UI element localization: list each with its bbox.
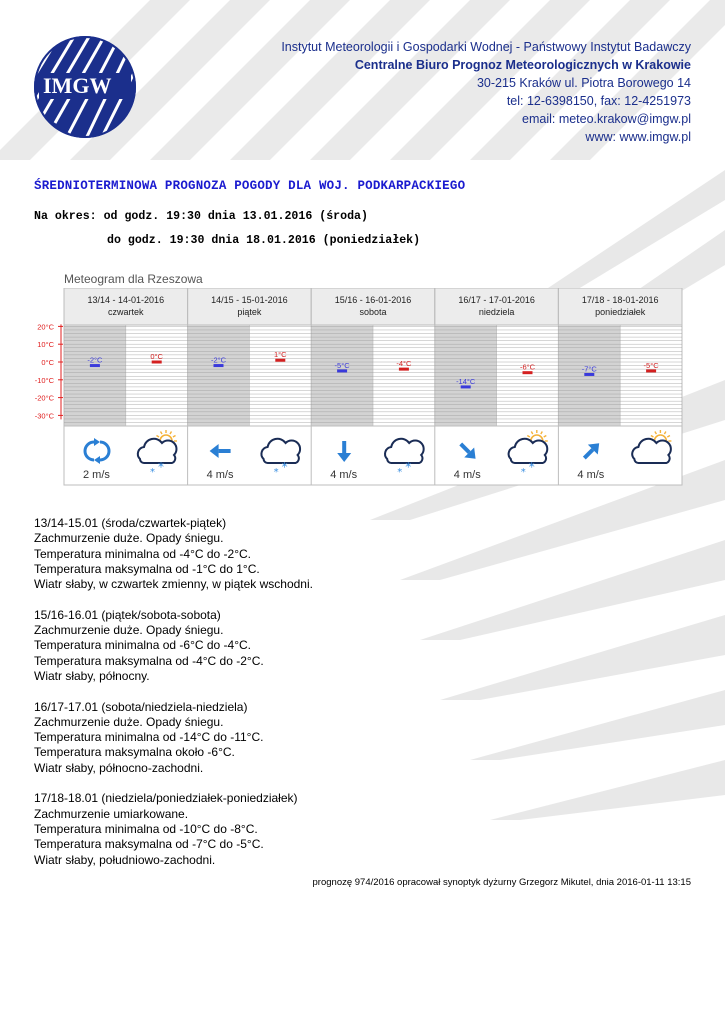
forecast-block [34, 516, 313, 592]
svg-text:*: * [158, 460, 164, 474]
day-dates: 15/16 - 16-01-2016 [334, 295, 412, 305]
svg-text:*: * [528, 460, 535, 474]
svg-text:*: * [520, 467, 526, 478]
svg-text:*: * [405, 460, 412, 474]
day-dates: 17/18 - 18-01-2016 [581, 295, 659, 305]
min-temp-label: -2°C [87, 355, 103, 365]
forecast-title: ŚREDNIOTERMINOWA PROGNOZA POGODY DLA WOJ. PODKARPACKIEGO [34, 179, 466, 193]
svg-text:IMGW: IMGW [43, 73, 112, 98]
period-start: Na okres: od godz. 19:30 dnia 13.01.2016 (środa) [34, 210, 368, 223]
night-shade [311, 325, 373, 426]
night-shade [188, 325, 250, 426]
night-shade [435, 325, 497, 426]
forecast-block [34, 791, 313, 867]
forecast-block [34, 608, 313, 684]
y-tick-label: 10°C [37, 340, 54, 350]
forecast-line: Temperatura maksymalna od -4°C do -2°C. [34, 653, 264, 668]
y-tick-label: -10°C [34, 375, 54, 385]
meteogram [34, 288, 686, 488]
forecast-block-heading: 13/14-15.01 (środa/czwartek-piątek) [34, 516, 227, 530]
forecaster-signature: prognozę 974/2016 opracował synoptyk dyżurny Grzegorz Mikutel, dnia 2016-01-11 13:15 [312, 877, 691, 888]
imgw-logo [33, 35, 137, 139]
night-shade [64, 325, 126, 426]
min-temp-label: -5°C [334, 360, 350, 370]
day-name: poniedziałek [595, 307, 646, 317]
day-name: sobota [359, 307, 387, 317]
y-tick-label: -20°C [34, 393, 54, 403]
website[interactable]: www: www.imgw.pl [585, 130, 691, 144]
office-name: Centralne Biuro Prognoz Meteorologicznych w Krakowie [354, 58, 691, 72]
forecast-line: Temperatura minimalna od -14°C do -11°C. [34, 730, 264, 745]
forecast-line: Zachmurzenie duże. Opady śniegu. [34, 714, 224, 729]
forecast-line: Zachmurzenie duże. Opady śniegu. [34, 531, 224, 546]
forecast-line: Zachmurzenie duże. Opady śniegu. [34, 623, 224, 638]
day-name: piątek [237, 307, 262, 317]
svg-text:*: * [150, 467, 155, 478]
forecast-block [34, 700, 313, 776]
day-dates: 16/17 - 17-01-2016 [458, 295, 535, 305]
day-name: czwartek [108, 307, 144, 317]
forecast-line: Wiatr słaby, południowo-zachodni. [34, 852, 216, 867]
max-temp-label: -4°C [396, 359, 412, 369]
y-tick-label: -30°C [34, 411, 54, 421]
forecast-line: Temperatura minimalna od -4°C do -2°C. [34, 546, 252, 561]
max-temp-label: 0°C [150, 352, 163, 361]
forecast-line: Wiatr słaby, północno-zachodni. [34, 760, 204, 775]
svg-text:*: * [273, 467, 279, 478]
wind-speed: 4 m/s [453, 469, 481, 481]
phone: tel: 12-6398150, fax: 12-4251973 [506, 94, 691, 108]
forecast-line: Temperatura maksymalna od -7°C do -5°C. [34, 837, 264, 852]
institute-name: Instytut Meteorologii i Gospodarki Wodnej - Państwowy Instytut Badawczy [281, 40, 691, 54]
forecast-block-heading: 17/18-18.01 (niedziela/poniedziałek-poniedziałek) [34, 791, 298, 806]
wind-speed: 4 m/s [330, 469, 358, 481]
forecast-line: Zachmurzenie umiarkowane. [34, 806, 189, 821]
day-name: niedziela [478, 307, 515, 317]
forecast-block-heading: 16/17-17.01 (sobota/niedziela-niedziela) [34, 699, 248, 714]
forecast-line: Temperatura minimalna od -10°C do -8°C. [34, 821, 258, 836]
day-dates: 13/14 - 14-01-2016 [87, 295, 165, 305]
max-temp-label: -5°C [643, 360, 659, 370]
address: 30-215 Kraków ul. Piotra Borowego 14 [476, 76, 691, 90]
wind-speed: 2 m/s [83, 469, 110, 481]
forecast-line: Temperatura minimalna od -6°C do -4°C. [34, 638, 252, 653]
svg-text:*: * [281, 460, 288, 474]
min-temp-label: -2°C [210, 355, 227, 365]
max-temp-label: 1°C [274, 350, 287, 360]
svg-text:*: * [397, 467, 403, 478]
wind-speed: 4 m/s [206, 469, 234, 481]
day-dates: 14/15 - 15-01-2016 [211, 295, 288, 305]
max-temp-label: -6°C [519, 362, 536, 372]
forecast-line: Wiatr słaby, północny. [34, 668, 150, 683]
forecast-line: Wiatr słaby, w czwartek zmienny, w piątek wschodni. [34, 577, 313, 592]
forecast-line: Temperatura maksymalna od -1°C do 1°C. [34, 561, 260, 576]
wind-speed: 4 m/s [577, 469, 605, 481]
min-temp-label: -14°C [456, 376, 476, 386]
period-end: do godz. 19:30 dnia 18.01.2016 (poniedziałek) [107, 234, 421, 247]
forecast-text [34, 516, 313, 883]
institute-header [281, 38, 691, 146]
meteogram-title: Meteogram dla Rzeszowa [64, 272, 203, 286]
y-tick-label: 0°C [41, 358, 54, 367]
forecast-block-heading: 15/16-16.01 (piątek/sobota-sobota) [34, 607, 221, 622]
forecast-line: Temperatura maksymalna około -6°C. [34, 745, 235, 760]
email[interactable]: email: meteo.krakow@imgw.pl [522, 112, 691, 126]
min-temp-label: -7°C [581, 364, 597, 374]
y-tick-label: 20°C [37, 322, 54, 332]
